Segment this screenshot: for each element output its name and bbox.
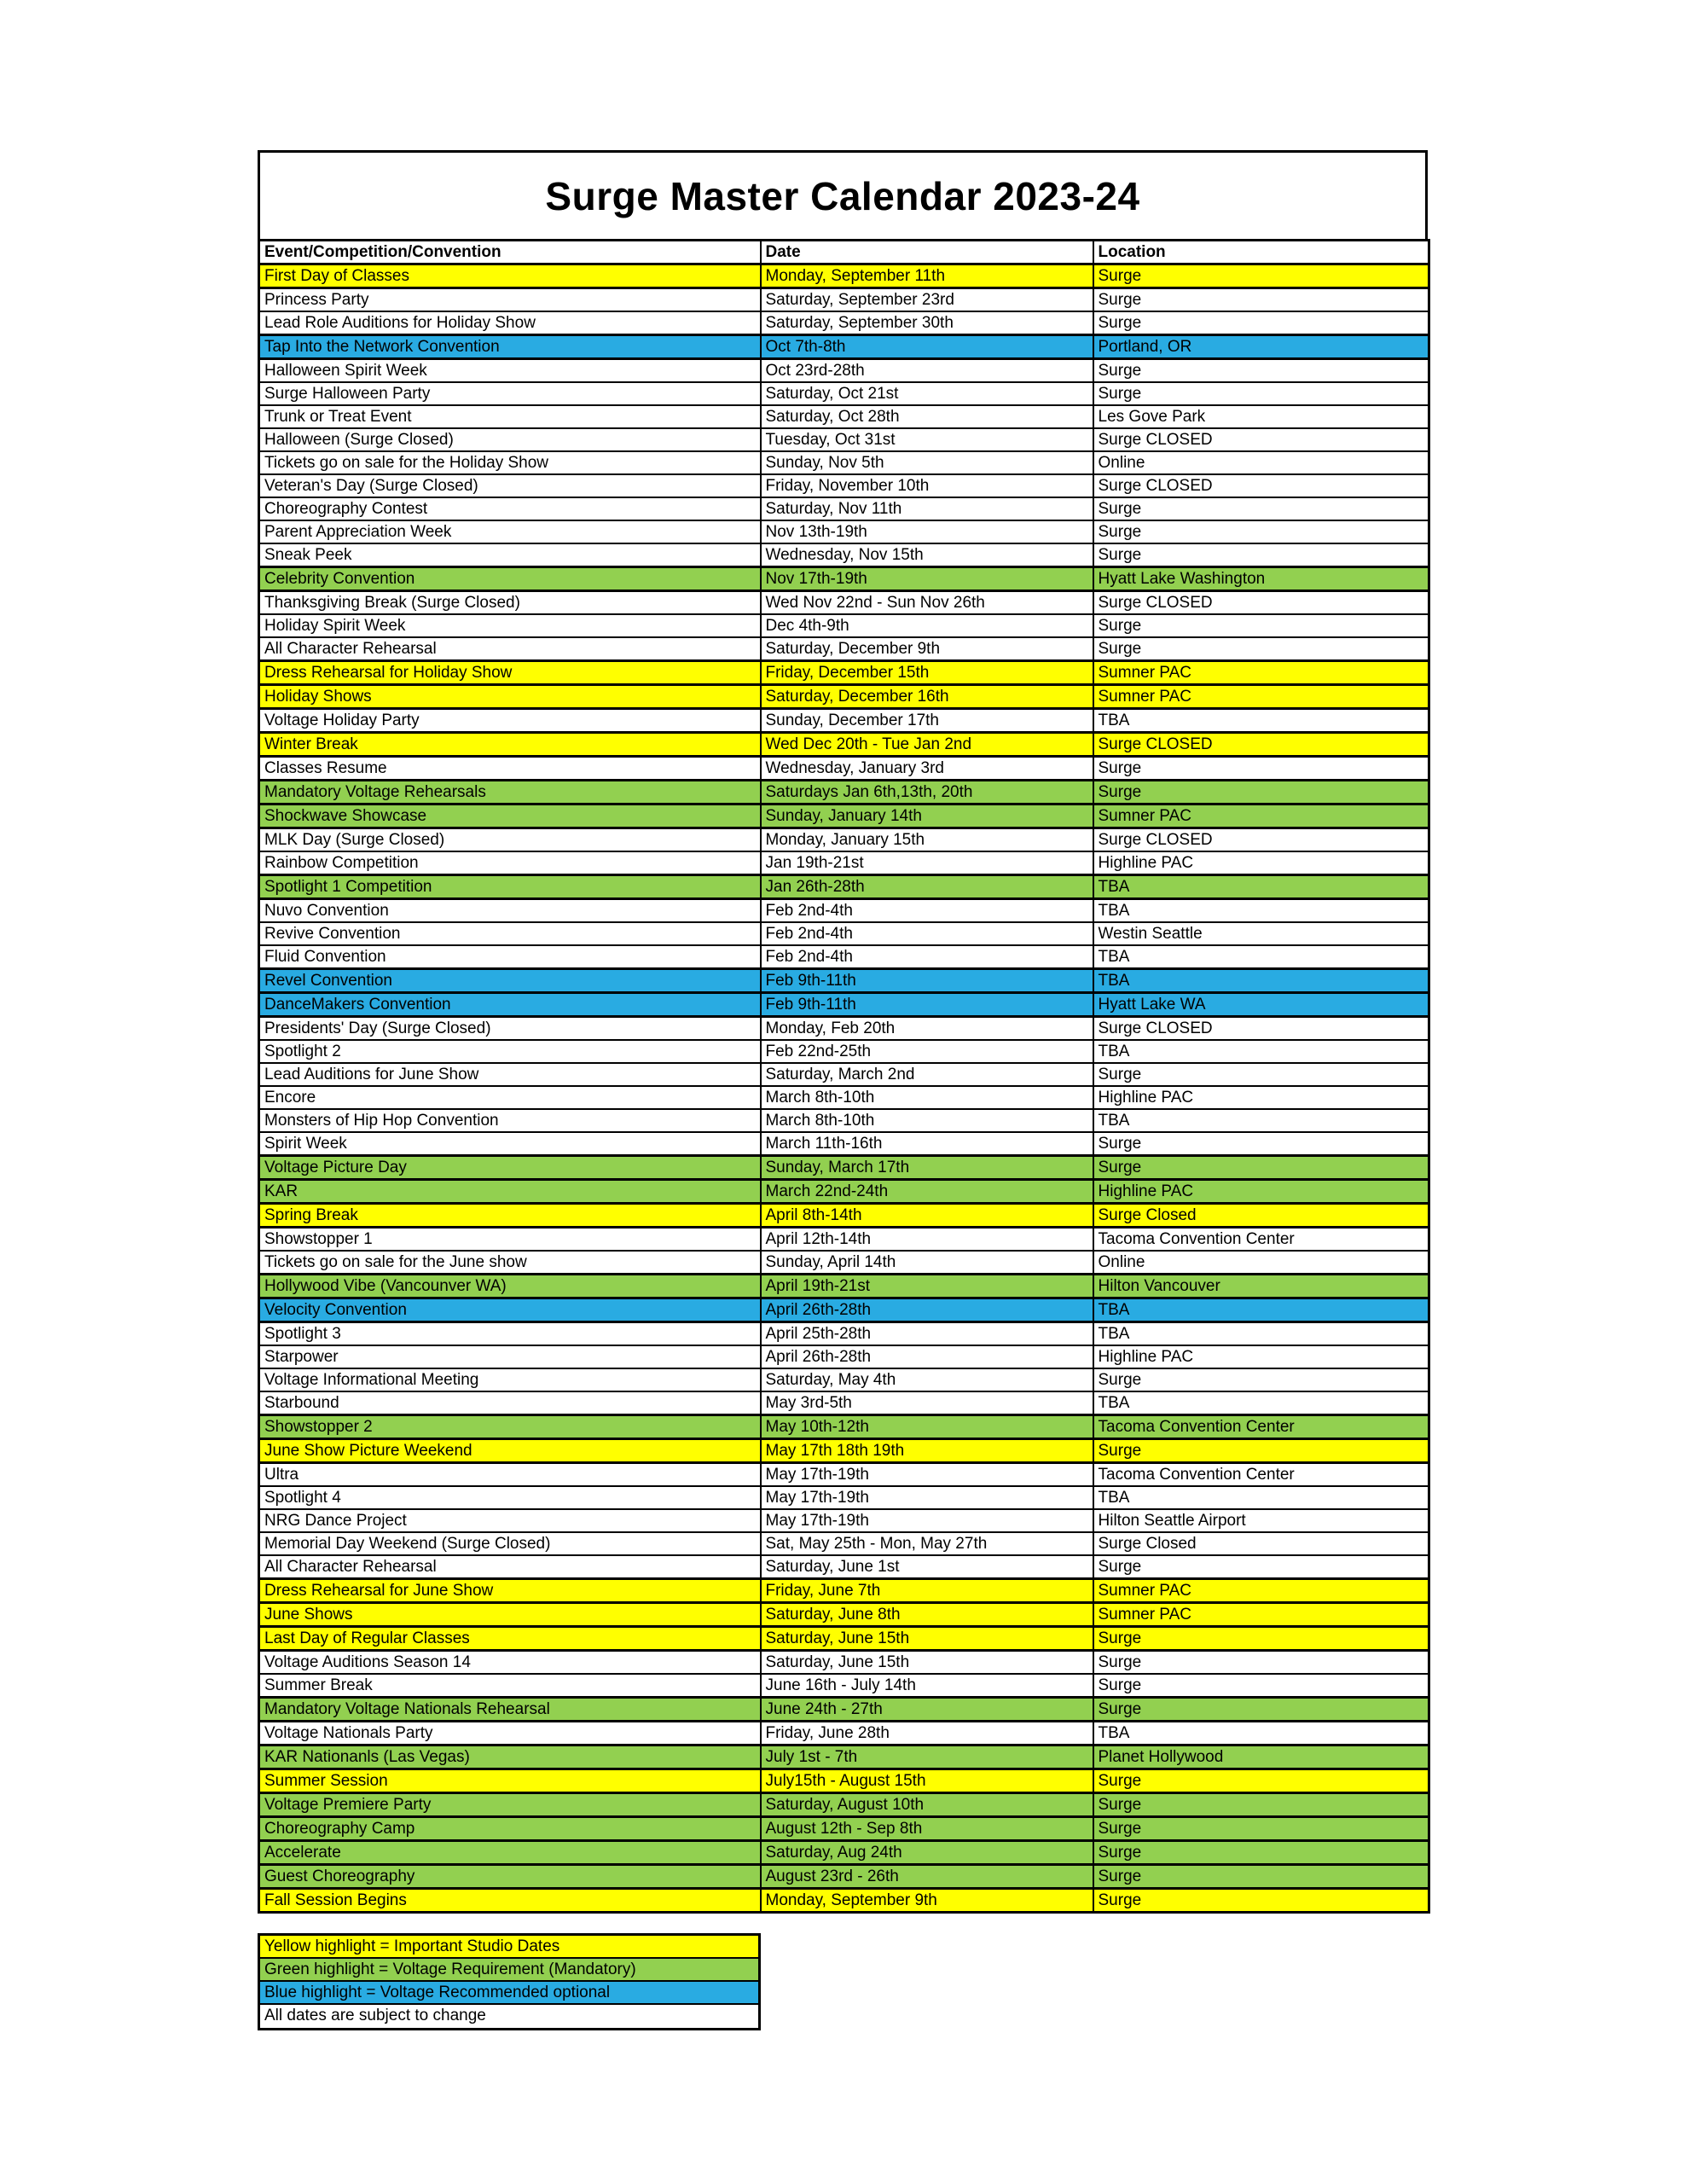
event-cell: Holiday Shows xyxy=(259,685,761,709)
event-cell: Revel Convention xyxy=(259,969,761,993)
date-cell: Sunday, March 17th xyxy=(761,1156,1093,1180)
column-header-event: Event/Competition/Convention xyxy=(259,241,761,264)
location-cell: TBA xyxy=(1093,1322,1429,1346)
event-cell: All Character Rehearsal xyxy=(259,1555,761,1579)
date-cell: March 11th-16th xyxy=(761,1132,1093,1156)
date-cell: Oct 23rd-28th xyxy=(761,359,1093,383)
date-cell: May 17th-19th xyxy=(761,1509,1093,1532)
event-cell: Sneak Peek xyxy=(259,543,761,567)
table-row xyxy=(259,1228,1429,1252)
location-cell: TBA xyxy=(1093,1486,1429,1509)
table-row xyxy=(259,1486,1429,1509)
location-cell: Surge xyxy=(1093,1368,1429,1391)
location-cell: Surge CLOSED xyxy=(1093,591,1429,615)
location-cell: Surge xyxy=(1093,1841,1429,1865)
table-row xyxy=(259,428,1429,451)
date-cell: Saturday, June 8th xyxy=(761,1603,1093,1627)
table-row xyxy=(259,1345,1429,1368)
event-cell: Monsters of Hip Hop Convention xyxy=(259,1109,761,1132)
table-row xyxy=(259,1180,1429,1204)
table-row xyxy=(259,1204,1429,1228)
date-cell: Feb 22nd-25th xyxy=(761,1040,1093,1063)
event-cell: Parent Appreciation Week xyxy=(259,520,761,543)
event-cell: Voltage Nationals Party xyxy=(259,1722,761,1745)
location-cell: Sumner PAC xyxy=(1093,804,1429,828)
column-header-date: Date xyxy=(761,241,1093,264)
event-cell: Winter Break xyxy=(259,733,761,757)
table-row xyxy=(259,1889,1429,1913)
date-cell: Wed Dec 20th - Tue Jan 2nd xyxy=(761,733,1093,757)
event-cell: Revive Convention xyxy=(259,922,761,945)
date-cell: Saturday, Aug 24th xyxy=(761,1841,1093,1865)
date-cell: Tuesday, Oct 31st xyxy=(761,428,1093,451)
date-cell: Saturday, June 1st xyxy=(761,1555,1093,1579)
table-row xyxy=(259,520,1429,543)
event-cell: Spotlight 4 xyxy=(259,1486,761,1509)
location-cell: TBA xyxy=(1093,945,1429,969)
table-row xyxy=(259,1769,1429,1793)
location-cell: TBA xyxy=(1093,1040,1429,1063)
table-row xyxy=(259,709,1429,733)
date-cell: Monday, September 11th xyxy=(761,264,1093,288)
location-cell: Surge Closed xyxy=(1093,1532,1429,1555)
event-cell: June Shows xyxy=(259,1603,761,1627)
date-cell: May 17th-19th xyxy=(761,1486,1093,1509)
legend xyxy=(258,1933,761,2030)
table-row xyxy=(259,661,1429,685)
event-cell: Trunk or Treat Event xyxy=(259,405,761,428)
event-cell: Surge Halloween Party xyxy=(259,382,761,405)
date-cell: Saturday, August 10th xyxy=(761,1793,1093,1817)
date-cell: Nov 17th-19th xyxy=(761,567,1093,591)
location-cell: Surge xyxy=(1093,1769,1429,1793)
table-row xyxy=(259,1555,1429,1579)
date-cell: Feb 9th-11th xyxy=(761,969,1093,993)
event-cell: Ultra xyxy=(259,1463,761,1487)
location-cell: Surge xyxy=(1093,614,1429,637)
table-row xyxy=(259,474,1429,497)
event-cell: Showstopper 1 xyxy=(259,1228,761,1252)
location-cell: Hilton Seattle Airport xyxy=(1093,1509,1429,1532)
table-row xyxy=(259,1698,1429,1722)
table-row xyxy=(259,1722,1429,1745)
table-row xyxy=(259,1017,1429,1041)
event-cell: Lead Auditions for June Show xyxy=(259,1063,761,1086)
event-cell: Rainbow Competition xyxy=(259,851,761,875)
event-cell: Thanksgiving Break (Surge Closed) xyxy=(259,591,761,615)
event-cell: Starbound xyxy=(259,1391,761,1415)
location-cell: Surge xyxy=(1093,543,1429,567)
table-row xyxy=(259,614,1429,637)
location-cell: Surge xyxy=(1093,520,1429,543)
date-cell: Friday, November 10th xyxy=(761,474,1093,497)
table-row xyxy=(259,804,1429,828)
event-cell: NRG Dance Project xyxy=(259,1509,761,1532)
date-cell: Sunday, January 14th xyxy=(761,804,1093,828)
location-cell: TBA xyxy=(1093,1298,1429,1322)
table-row xyxy=(259,1298,1429,1322)
date-cell: August 12th - Sep 8th xyxy=(761,1817,1093,1841)
location-cell: Portland, OR xyxy=(1093,335,1429,359)
date-cell: April 26th-28th xyxy=(761,1298,1093,1322)
date-cell: Saturday, June 15th xyxy=(761,1627,1093,1651)
calendar-table-section xyxy=(258,150,1428,1914)
table-row xyxy=(259,1651,1429,1675)
table-header-row xyxy=(259,241,1429,264)
date-cell: Saturday, Nov 11th xyxy=(761,497,1093,520)
table-row xyxy=(259,945,1429,969)
location-cell: Surge CLOSED xyxy=(1093,1017,1429,1041)
table-row xyxy=(259,497,1429,520)
table-row xyxy=(259,405,1429,428)
location-cell: TBA xyxy=(1093,899,1429,923)
location-cell: Surge xyxy=(1093,1627,1429,1651)
event-cell: Dress Rehearsal for June Show xyxy=(259,1579,761,1603)
location-cell: Les Gove Park xyxy=(1093,405,1429,428)
table-row xyxy=(259,1322,1429,1346)
location-cell: Sumner PAC xyxy=(1093,1579,1429,1603)
date-cell: Saturday, December 16th xyxy=(761,685,1093,709)
event-cell: Choreography Camp xyxy=(259,1817,761,1841)
event-cell: Princess Party xyxy=(259,288,761,312)
location-cell: TBA xyxy=(1093,969,1429,993)
table-row xyxy=(259,311,1429,335)
date-cell: April 25th-28th xyxy=(761,1322,1093,1346)
event-cell: MLK Day (Surge Closed) xyxy=(259,828,761,852)
event-cell: Mandatory Voltage Nationals Rehearsal xyxy=(259,1698,761,1722)
date-cell: Sunday, April 14th xyxy=(761,1251,1093,1275)
table-row xyxy=(259,1674,1429,1698)
location-cell: Tacoma Convention Center xyxy=(1093,1228,1429,1252)
date-cell: March 22nd-24th xyxy=(761,1180,1093,1204)
date-cell: Saturday, September 23rd xyxy=(761,288,1093,312)
event-cell: KAR xyxy=(259,1180,761,1204)
location-cell: Surge xyxy=(1093,757,1429,781)
date-cell: March 8th-10th xyxy=(761,1086,1093,1109)
table-row xyxy=(259,1463,1429,1487)
event-cell: Dress Rehearsal for Holiday Show xyxy=(259,661,761,685)
location-cell: TBA xyxy=(1093,875,1429,899)
date-cell: Feb 9th-11th xyxy=(761,993,1093,1017)
date-cell: March 8th-10th xyxy=(761,1109,1093,1132)
location-cell: Surge xyxy=(1093,1817,1429,1841)
date-cell: Saturday, September 30th xyxy=(761,311,1093,335)
table-row xyxy=(259,1132,1429,1156)
event-cell: Encore xyxy=(259,1086,761,1109)
event-cell: Fluid Convention xyxy=(259,945,761,969)
date-cell: Feb 2nd-4th xyxy=(761,899,1093,923)
table-row xyxy=(259,543,1429,567)
location-cell: Westin Seattle xyxy=(1093,922,1429,945)
date-cell: Monday, Feb 20th xyxy=(761,1017,1093,1041)
location-cell: Surge CLOSED xyxy=(1093,428,1429,451)
date-cell: April 8th-14th xyxy=(761,1204,1093,1228)
event-cell: Spring Break xyxy=(259,1204,761,1228)
table-row xyxy=(259,382,1429,405)
location-cell: Highline PAC xyxy=(1093,1345,1429,1368)
event-cell: Veteran's Day (Surge Closed) xyxy=(259,474,761,497)
location-cell: Online xyxy=(1093,1251,1429,1275)
table-row xyxy=(259,828,1429,852)
location-cell: Sumner PAC xyxy=(1093,1603,1429,1627)
page-title: Surge Master Calendar 2023-24 xyxy=(258,150,1428,239)
event-cell: June Show Picture Weekend xyxy=(259,1439,761,1463)
table-row xyxy=(259,993,1429,1017)
date-cell: June 16th - July 14th xyxy=(761,1674,1093,1698)
table-row xyxy=(259,288,1429,312)
event-cell: Spotlight 2 xyxy=(259,1040,761,1063)
date-cell: Saturday, June 15th xyxy=(761,1651,1093,1675)
event-cell: Accelerate xyxy=(259,1841,761,1865)
event-cell: Celebrity Convention xyxy=(259,567,761,591)
location-cell: Highline PAC xyxy=(1093,1086,1429,1109)
event-cell: DanceMakers Convention xyxy=(259,993,761,1017)
event-cell: Classes Resume xyxy=(259,757,761,781)
table-row xyxy=(259,1156,1429,1180)
legend-item: Green highlight = Voltage Requirement (Mandatory) xyxy=(260,1959,758,1982)
event-cell: Last Day of Regular Classes xyxy=(259,1627,761,1651)
table-row xyxy=(259,1391,1429,1415)
table-row xyxy=(259,1841,1429,1865)
location-cell: Surge xyxy=(1093,1865,1429,1889)
location-cell: Surge Closed xyxy=(1093,1204,1429,1228)
date-cell: April 19th-21st xyxy=(761,1275,1093,1298)
event-cell: Voltage Premiere Party xyxy=(259,1793,761,1817)
location-cell: Surge xyxy=(1093,1132,1429,1156)
event-cell: Holiday Spirit Week xyxy=(259,614,761,637)
event-cell: Tickets go on sale for the Holiday Show xyxy=(259,451,761,474)
table-row xyxy=(259,685,1429,709)
location-cell: Surge xyxy=(1093,1698,1429,1722)
date-cell: August 23rd - 26th xyxy=(761,1865,1093,1889)
event-cell: Summer Session xyxy=(259,1769,761,1793)
date-cell: Friday, June 7th xyxy=(761,1579,1093,1603)
location-cell: Tacoma Convention Center xyxy=(1093,1415,1429,1439)
location-cell: Surge CLOSED xyxy=(1093,828,1429,852)
date-cell: Saturday, Oct 21st xyxy=(761,382,1093,405)
event-cell: Memorial Day Weekend (Surge Closed) xyxy=(259,1532,761,1555)
date-cell: July15th - August 15th xyxy=(761,1769,1093,1793)
date-cell: April 26th-28th xyxy=(761,1345,1093,1368)
location-cell: Surge xyxy=(1093,264,1429,288)
location-cell: Surge xyxy=(1093,781,1429,804)
location-cell: Surge xyxy=(1093,1651,1429,1675)
event-cell: Choreography Contest xyxy=(259,497,761,520)
event-cell: Showstopper 2 xyxy=(259,1415,761,1439)
date-cell: Sunday, Nov 5th xyxy=(761,451,1093,474)
table-row xyxy=(259,922,1429,945)
location-cell: Hilton Vancouver xyxy=(1093,1275,1429,1298)
date-cell: Saturday, December 9th xyxy=(761,637,1093,661)
table-row xyxy=(259,1603,1429,1627)
date-cell: Wednesday, Nov 15th xyxy=(761,543,1093,567)
event-cell: First Day of Classes xyxy=(259,264,761,288)
event-cell: Spirit Week xyxy=(259,1132,761,1156)
table-row xyxy=(259,1532,1429,1555)
date-cell: May 10th-12th xyxy=(761,1415,1093,1439)
location-cell: Surge xyxy=(1093,1156,1429,1180)
date-cell: Sat, May 25th - Mon, May 27th xyxy=(761,1532,1093,1555)
event-cell: Hollywood Vibe (Vancounver WA) xyxy=(259,1275,761,1298)
date-cell: Monday, September 9th xyxy=(761,1889,1093,1913)
legend-item: Yellow highlight = Important Studio Dates xyxy=(260,1936,758,1959)
date-cell: Saturdays Jan 6th,13th, 20th xyxy=(761,781,1093,804)
event-cell: Halloween Spirit Week xyxy=(259,359,761,383)
location-cell: Tacoma Convention Center xyxy=(1093,1463,1429,1487)
table-row xyxy=(259,1063,1429,1086)
location-cell: Surge xyxy=(1093,1674,1429,1698)
date-cell: Oct 7th-8th xyxy=(761,335,1093,359)
location-cell: Surge xyxy=(1093,311,1429,335)
event-cell: All Character Rehearsal xyxy=(259,637,761,661)
table-row xyxy=(259,1579,1429,1603)
location-cell: TBA xyxy=(1093,1109,1429,1132)
table-row xyxy=(259,1251,1429,1275)
date-cell: May 3rd-5th xyxy=(761,1391,1093,1415)
event-cell: Starpower xyxy=(259,1345,761,1368)
event-cell: Guest Choreography xyxy=(259,1865,761,1889)
location-cell: Surge xyxy=(1093,1555,1429,1579)
table-row xyxy=(259,1793,1429,1817)
legend-item: Blue highlight = Voltage Recommended optional xyxy=(260,1982,758,2005)
date-cell: July 1st - 7th xyxy=(761,1745,1093,1769)
location-cell: Surge xyxy=(1093,382,1429,405)
date-cell: Monday, January 15th xyxy=(761,828,1093,852)
table-row xyxy=(259,1415,1429,1439)
date-cell: Saturday, March 2nd xyxy=(761,1063,1093,1086)
table-row xyxy=(259,733,1429,757)
table-row xyxy=(259,1275,1429,1298)
table-row xyxy=(259,1368,1429,1391)
location-cell: TBA xyxy=(1093,709,1429,733)
table-row xyxy=(259,1040,1429,1063)
event-cell: Voltage Informational Meeting xyxy=(259,1368,761,1391)
event-cell: Shockwave Showcase xyxy=(259,804,761,828)
date-cell: April 12th-14th xyxy=(761,1228,1093,1252)
column-header-location: Location xyxy=(1093,241,1429,264)
location-cell: Surge xyxy=(1093,1063,1429,1086)
table-row xyxy=(259,567,1429,591)
location-cell: Surge xyxy=(1093,1793,1429,1817)
event-cell: Mandatory Voltage Rehearsals xyxy=(259,781,761,804)
location-cell: Surge xyxy=(1093,1889,1429,1913)
date-cell: Jan 19th-21st xyxy=(761,851,1093,875)
table-row xyxy=(259,1627,1429,1651)
table-row xyxy=(259,969,1429,993)
table-row xyxy=(259,1509,1429,1532)
date-cell: Sunday, December 17th xyxy=(761,709,1093,733)
table-row xyxy=(259,1745,1429,1769)
table-row xyxy=(259,264,1429,288)
date-cell: Saturday, Oct 28th xyxy=(761,405,1093,428)
location-cell: Planet Hollywood xyxy=(1093,1745,1429,1769)
location-cell: Hyatt Lake WA xyxy=(1093,993,1429,1017)
table-row xyxy=(259,781,1429,804)
event-cell: Voltage Holiday Party xyxy=(259,709,761,733)
event-cell: Tap Into the Network Convention xyxy=(259,335,761,359)
table-row xyxy=(259,335,1429,359)
date-cell: Wednesday, January 3rd xyxy=(761,757,1093,781)
event-cell: Fall Session Begins xyxy=(259,1889,761,1913)
table-row xyxy=(259,757,1429,781)
location-cell: Surge xyxy=(1093,359,1429,383)
table-row xyxy=(259,1865,1429,1889)
table-row xyxy=(259,875,1429,899)
location-cell: Online xyxy=(1093,451,1429,474)
table-row xyxy=(259,591,1429,615)
date-cell: June 24th - 27th xyxy=(761,1698,1093,1722)
location-cell: Sumner PAC xyxy=(1093,685,1429,709)
event-cell: Spotlight 1 Competition xyxy=(259,875,761,899)
location-cell: Highline PAC xyxy=(1093,1180,1429,1204)
legend-item: All dates are subject to change xyxy=(260,2005,758,2028)
table-row xyxy=(259,1817,1429,1841)
table-row xyxy=(259,1086,1429,1109)
location-cell: Surge xyxy=(1093,1439,1429,1463)
table-row xyxy=(259,1439,1429,1463)
table-row xyxy=(259,451,1429,474)
event-cell: Spotlight 3 xyxy=(259,1322,761,1346)
location-cell: Surge xyxy=(1093,637,1429,661)
date-cell: Friday, June 28th xyxy=(761,1722,1093,1745)
location-cell: Hyatt Lake Washington xyxy=(1093,567,1429,591)
event-cell: Presidents' Day (Surge Closed) xyxy=(259,1017,761,1041)
date-cell: Wed Nov 22nd - Sun Nov 26th xyxy=(761,591,1093,615)
location-cell: TBA xyxy=(1093,1391,1429,1415)
event-cell: Lead Role Auditions for Holiday Show xyxy=(259,311,761,335)
location-cell: TBA xyxy=(1093,1722,1429,1745)
event-cell: Voltage Auditions Season 14 xyxy=(259,1651,761,1675)
event-cell: Summer Break xyxy=(259,1674,761,1698)
location-cell: Surge xyxy=(1093,288,1429,312)
date-cell: Jan 26th-28th xyxy=(761,875,1093,899)
date-cell: Feb 2nd-4th xyxy=(761,922,1093,945)
event-cell: Halloween (Surge Closed) xyxy=(259,428,761,451)
location-cell: Sumner PAC xyxy=(1093,661,1429,685)
date-cell: Nov 13th-19th xyxy=(761,520,1093,543)
date-cell: Saturday, May 4th xyxy=(761,1368,1093,1391)
table-row xyxy=(259,359,1429,383)
table-row xyxy=(259,1109,1429,1132)
date-cell: Dec 4th-9th xyxy=(761,614,1093,637)
location-cell: Surge CLOSED xyxy=(1093,474,1429,497)
table-row xyxy=(259,899,1429,923)
event-cell: Nuvo Convention xyxy=(259,899,761,923)
table-row xyxy=(259,851,1429,875)
event-cell: Tickets go on sale for the June show xyxy=(259,1251,761,1275)
date-cell: May 17th-19th xyxy=(761,1463,1093,1487)
date-cell: May 17th 18th 19th xyxy=(761,1439,1093,1463)
date-cell: Friday, December 15th xyxy=(761,661,1093,685)
location-cell: Surge CLOSED xyxy=(1093,733,1429,757)
event-cell: Velocity Convention xyxy=(259,1298,761,1322)
date-cell: Feb 2nd-4th xyxy=(761,945,1093,969)
event-cell: Voltage Picture Day xyxy=(259,1156,761,1180)
location-cell: Surge xyxy=(1093,497,1429,520)
calendar-table xyxy=(258,239,1430,1914)
table-row xyxy=(259,637,1429,661)
location-cell: Highline PAC xyxy=(1093,851,1429,875)
event-cell: KAR Nationanls (Las Vegas) xyxy=(259,1745,761,1769)
